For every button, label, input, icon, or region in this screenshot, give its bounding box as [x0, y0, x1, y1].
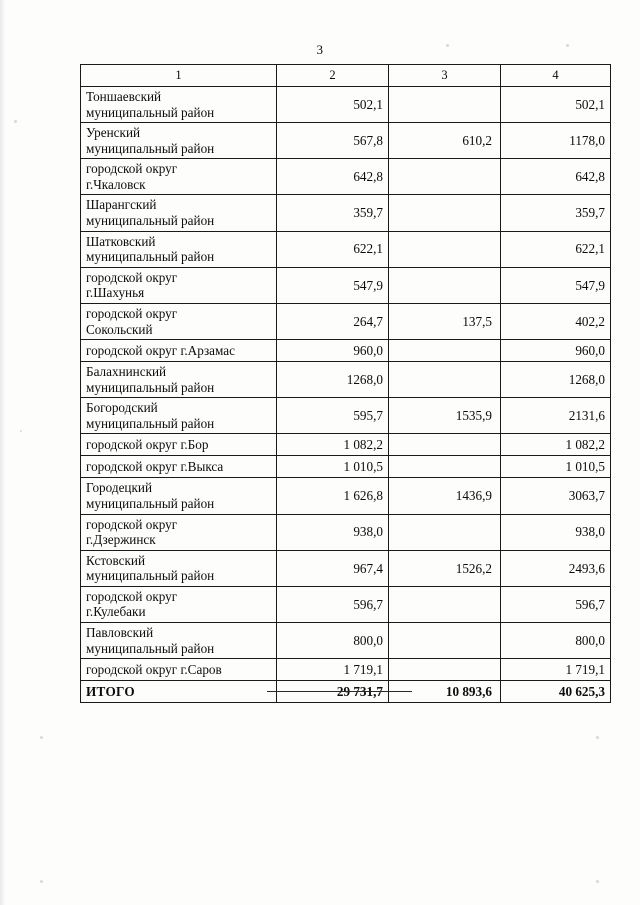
page-number: 3: [316, 42, 324, 57]
row-value-3: 1436,9: [389, 478, 501, 514]
column-number-1: 1: [81, 65, 277, 87]
row-value-3: [389, 87, 501, 123]
row-value-2: 967,4: [277, 550, 389, 586]
row-value-3: [389, 362, 501, 398]
row-value-4: 1 010,5: [501, 456, 611, 478]
row-name: городской округ г.Чкаловск: [81, 159, 277, 195]
table-row: [81, 195, 611, 231]
table-row: [81, 87, 611, 123]
table-row: [81, 456, 611, 478]
row-value-2: 1 719,1: [277, 659, 389, 681]
row-value-3: [389, 659, 501, 681]
table-row: [81, 623, 611, 659]
row-name: городской округ г.Кулебаки: [81, 586, 277, 622]
row-value-3: [389, 340, 501, 362]
footer-divider-rule: [267, 691, 412, 692]
column-number-2: 2: [277, 65, 389, 87]
scan-edge-artifact: [0, 0, 6, 905]
scan-speck: [40, 880, 43, 883]
row-value-2: 622,1: [277, 231, 389, 267]
row-value-4: 1 719,1: [501, 659, 611, 681]
row-value-4: 2131,6: [501, 398, 611, 434]
row-value-2: 567,8: [277, 123, 389, 159]
row-name: городской округ г.Саров: [81, 659, 277, 681]
row-value-4: 622,1: [501, 231, 611, 267]
row-name: городской округ г.Выкса: [81, 456, 277, 478]
scan-speck: [14, 120, 17, 123]
row-name: городской округ г.Арзамас: [81, 340, 277, 362]
row-value-2: 502,1: [277, 87, 389, 123]
scan-speck: [596, 736, 599, 739]
column-number-3: 3: [389, 65, 501, 87]
row-name: городской округ Сокольский: [81, 303, 277, 339]
row-value-2: 359,7: [277, 195, 389, 231]
table-row: [81, 159, 611, 195]
row-name: Павловский муниципальный район: [81, 623, 277, 659]
total-value-3: 10 893,6: [389, 681, 501, 703]
row-name: Шатковский муниципальный район: [81, 231, 277, 267]
row-value-2: 1268,0: [277, 362, 389, 398]
row-value-4: 1268,0: [501, 362, 611, 398]
row-value-2: 800,0: [277, 623, 389, 659]
row-name: городской округ г.Дзержинск: [81, 514, 277, 550]
scan-speck: [20, 430, 22, 432]
budget-allocation-table: [80, 64, 610, 703]
row-value-2: 1 082,2: [277, 434, 389, 456]
table-row: [81, 659, 611, 681]
row-value-4: 2493,6: [501, 550, 611, 586]
row-value-2: 547,9: [277, 267, 389, 303]
row-value-3: [389, 514, 501, 550]
row-name: Городецкий муниципальный район: [81, 478, 277, 514]
row-value-3: [389, 456, 501, 478]
row-value-4: 3063,7: [501, 478, 611, 514]
row-name: Балахнинский муниципальный район: [81, 362, 277, 398]
row-value-4: 938,0: [501, 514, 611, 550]
row-value-2: 1 626,8: [277, 478, 389, 514]
row-value-3: [389, 623, 501, 659]
row-value-2: 595,7: [277, 398, 389, 434]
table-row: [81, 434, 611, 456]
row-value-4: 359,7: [501, 195, 611, 231]
table-row: [81, 362, 611, 398]
row-name: Кстовский муниципальный район: [81, 550, 277, 586]
table-row: [81, 123, 611, 159]
row-value-4: 402,2: [501, 303, 611, 339]
table-row: [81, 478, 611, 514]
column-number-4: 4: [501, 65, 611, 87]
row-value-3: [389, 231, 501, 267]
row-value-3: [389, 195, 501, 231]
table-column-number-row: [81, 65, 611, 87]
row-value-4: 547,9: [501, 267, 611, 303]
row-name: Шарангский муниципальный район: [81, 195, 277, 231]
row-name: Тоншаевский муниципальный район: [81, 87, 277, 123]
row-name: Уренский муниципальный район: [81, 123, 277, 159]
row-value-3: 137,5: [389, 303, 501, 339]
row-name: городской округ г.Шахунья: [81, 267, 277, 303]
table-row: [81, 267, 611, 303]
total-value-4: 40 625,3: [501, 681, 611, 703]
row-value-2: 642,8: [277, 159, 389, 195]
row-value-3: 1535,9: [389, 398, 501, 434]
table-row: [81, 398, 611, 434]
row-value-3: 1526,2: [389, 550, 501, 586]
row-value-4: 502,1: [501, 87, 611, 123]
row-value-2: 264,7: [277, 303, 389, 339]
table-row: [81, 340, 611, 362]
total-value-2: 29 731,7: [277, 681, 389, 703]
row-value-3: [389, 586, 501, 622]
row-value-3: [389, 159, 501, 195]
row-value-4: 800,0: [501, 623, 611, 659]
row-value-4: 642,8: [501, 159, 611, 195]
table-row: [81, 514, 611, 550]
scan-speck: [596, 880, 599, 883]
table-row: [81, 231, 611, 267]
table-row: [81, 586, 611, 622]
row-value-3: [389, 434, 501, 456]
row-value-2: 1 010,5: [277, 456, 389, 478]
row-value-2: 596,7: [277, 586, 389, 622]
row-value-3: [389, 267, 501, 303]
row-value-3: 610,2: [389, 123, 501, 159]
row-value-2: 938,0: [277, 514, 389, 550]
row-value-4: 1 082,2: [501, 434, 611, 456]
table-row: [81, 550, 611, 586]
row-value-2: 960,0: [277, 340, 389, 362]
table-row: [81, 303, 611, 339]
row-name: городской округ г.Бор: [81, 434, 277, 456]
row-value-4: 960,0: [501, 340, 611, 362]
total-label: ИТОГО: [81, 681, 277, 703]
scan-speck: [40, 736, 43, 739]
row-value-4: 596,7: [501, 586, 611, 622]
row-value-4: 1178,0: [501, 123, 611, 159]
row-name: Богородский муниципальный район: [81, 398, 277, 434]
